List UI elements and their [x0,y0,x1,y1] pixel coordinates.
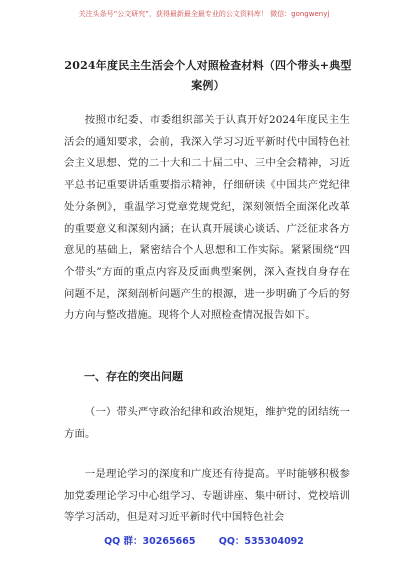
body-paragraph: 一是理论学习的深度和广度还有待提高。平时能够积极参加党委理论学习中心组学习、专题讲座、集中研讨、党校培训等学习活动，但是对习近平新时代中国特色社会 [64,468,350,524]
section-heading: 一、存在的突出问题 [84,370,183,383]
qq-group: QQ 群：30265665 [104,536,196,547]
footer-contact [0,536,408,548]
top-banner: 关注头条号“公文研究”，获得最新最全最专业的公文资料库！ 微信：gongwenyj [78,10,330,18]
qq-number: QQ：535304092 [218,536,304,547]
intro-paragraph: 按照市纪委、市委组织部关于认真开好2024年度民主生活会的通知要求，会前，我深入学习习近平新时代中国特色社会主义思想、党的二十大和二十届二中、三中全会精神，习近平总书记重要讲话重要指示精神，仔细研读《中国共产党纪律处分条例》，重温学习党章党规党纪，深刻领悟全面深化改革的重要意义和深刻内涵；在认真开展谈心谈话、广泛征求各方意见的基础上，紧密结合个人思想和工作实际。紧紧围绕“四个带头”方面的重点内容及反面典型案例，深入查找自身存在问题不足，深刻剖析问题产生的根源，进一步明确了今后的努力方向与整改措施。现将个人对照检查情况报告如下。 [64,114,350,322]
document-title: 2024年度民主生活会个人对照检查材料（四个带头+典型案例） [64,59,352,92]
subsection-heading: （一）带头严守政治纪律和政治规矩，维护党的团结统一方面。 [64,406,350,440]
